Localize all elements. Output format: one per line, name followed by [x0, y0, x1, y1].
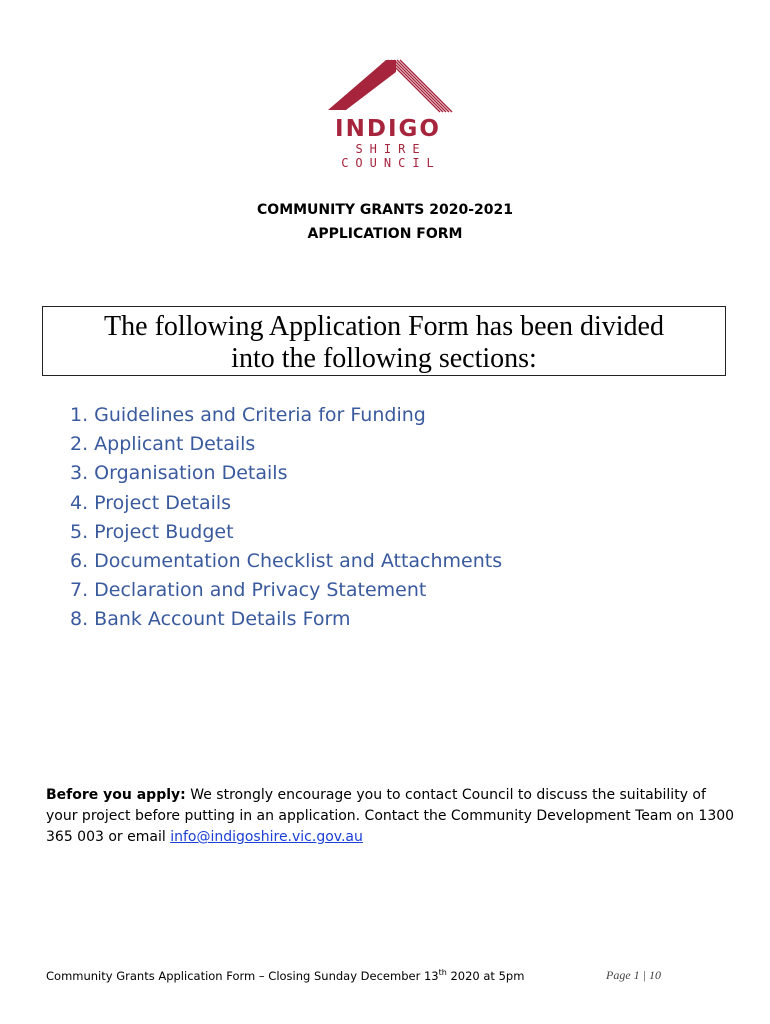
before-you-apply-paragraph — [46, 785, 736, 848]
logo-council-text: COUNCIL — [341, 156, 441, 170]
document-subtitle: APPLICATION FORM — [307, 226, 463, 242]
before-apply-text: We strongly encourage you to contact Council to discuss the suitability of your project before putting in an application. Contact the Community Development Team on 1300 365 003 or email — [46, 787, 735, 845]
page-number: Page 1 | 10 — [606, 968, 661, 982]
logo-name: INDIGO — [335, 116, 441, 142]
footer-tail: 2020 at 5pm — [446, 968, 525, 983]
footer-note — [46, 968, 524, 983]
section-item-project-details[interactable]: 4. Project Details — [70, 491, 232, 514]
indigo-shire-logo — [318, 52, 458, 172]
footer-text: Community Grants Application Form – Closing Sunday December 13 — [46, 968, 439, 983]
footer-ordinal: th — [438, 968, 447, 977]
intro-line-1: The following Application Form has been divided — [104, 311, 664, 342]
sections-intro-box — [42, 306, 726, 376]
section-item-applicant[interactable]: 2. Applicant Details — [70, 433, 256, 456]
before-apply-label: Before you apply: — [46, 787, 186, 803]
section-list — [70, 401, 502, 635]
section-item-project-budget[interactable]: 5. Project Budget — [70, 520, 234, 543]
section-item-documentation[interactable]: 6. Documentation Checklist and Attachments — [70, 550, 503, 573]
roof-icon — [318, 52, 458, 120]
document-title: COMMUNITY GRANTS 2020-2021 — [257, 202, 513, 218]
email-link[interactable]: info@indigoshire.vic.gov.au — [170, 829, 363, 845]
section-item-guidelines[interactable]: 1. Guidelines and Criteria for Funding — [70, 404, 426, 426]
logo-shire-text: SHIRE — [355, 142, 427, 156]
intro-line-2: into the following sections: — [231, 343, 537, 374]
section-item-declaration[interactable]: 7. Declaration and Privacy Statement — [70, 579, 427, 602]
section-item-bank-account[interactable]: 8. Bank Account Details Form — [70, 608, 351, 631]
section-item-organisation[interactable]: 3. Organisation Details — [70, 462, 288, 485]
